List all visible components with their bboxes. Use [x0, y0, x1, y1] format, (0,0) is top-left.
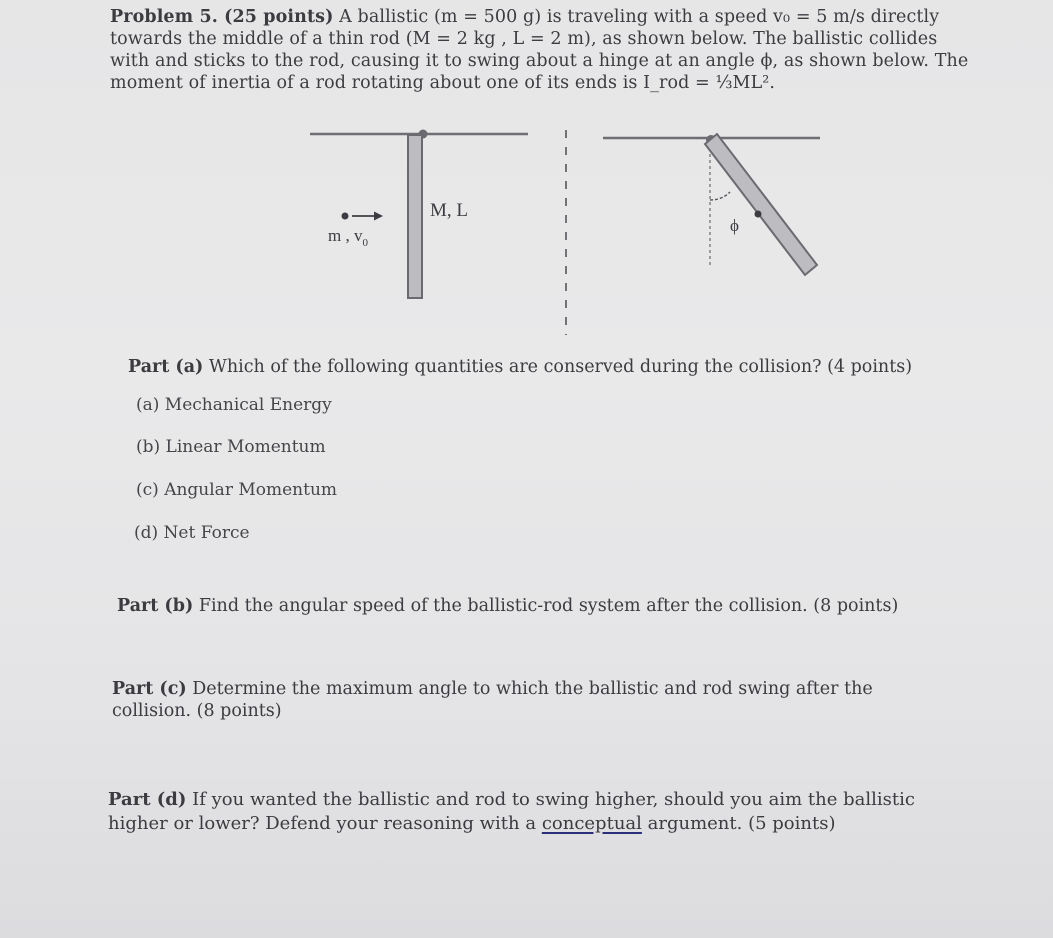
angle-label: ϕ [730, 216, 739, 235]
stuck-ball [755, 211, 762, 218]
ballistic-ball [342, 213, 349, 220]
problem-line-4: moment of inertia of a rod rotating about one of its ends is I_rod = ⅓ML². [110, 73, 776, 93]
ball-label: m , $v_0$ [328, 226, 368, 249]
problem-statement [110, 6, 1040, 94]
part-a-question [128, 356, 912, 378]
option-net-force: (d) Net Force [134, 523, 250, 543]
part-b-text: Find the angular speed of the ballistic-rod system after the collision. (8 points) [198, 596, 899, 616]
part-d-label: Part (d) [108, 789, 187, 810]
rod-label: M, L [430, 200, 468, 221]
swung-rod [705, 134, 817, 275]
option-mechanical-energy: (a) Mechanical Energy [136, 395, 332, 415]
part-d-text-3: argument. (5 points) [641, 813, 836, 834]
velocity-arrowhead [374, 212, 383, 221]
problem-heading: Problem 5. (25 points) [110, 7, 334, 27]
option-angular-momentum: (c) Angular Momentum [136, 480, 338, 500]
part-d-text-2: higher or lower? Defend your reasoning with a [108, 813, 542, 834]
part-c-label: Part (c) [112, 679, 187, 699]
conceptual-underlined: conceptual [541, 813, 642, 834]
part-d-question [108, 788, 915, 836]
hanging-rod [408, 135, 422, 298]
part-c-text-2: collision. (8 points) [112, 701, 282, 721]
option-linear-momentum: (b) Linear Momentum [136, 437, 326, 457]
part-a-text: Which of the following quantities are conserved during the collision? (4 points) [208, 357, 913, 377]
part-a-label: Part (a) [128, 357, 204, 377]
part-c-question [112, 678, 873, 722]
problem-line-1: Problem 5. (25 points) A ballistic (m = 500 g) is traveling with a speed v₀ = 5 m/s directly [110, 7, 940, 27]
part-c-text-1: Determine the maximum angle to which the ballistic and rod swing after the [192, 679, 873, 699]
angle-arc [710, 192, 730, 200]
problem-line-3: with and sticks to the rod, causing it to swing about a hinge at an angle ϕ, as shown below. The [110, 51, 969, 71]
part-b-label: Part (b) [117, 596, 194, 616]
part-b-question [117, 595, 898, 617]
rod-diagram [300, 120, 840, 340]
part-d-text-1: If you wanted the ballistic and rod to swing higher, should you aim the ballistic [192, 789, 915, 810]
problem-line-2: towards the middle of a thin rod (M = 2 kg , L = 2 m), as shown below. The ballistic collides [110, 29, 938, 49]
